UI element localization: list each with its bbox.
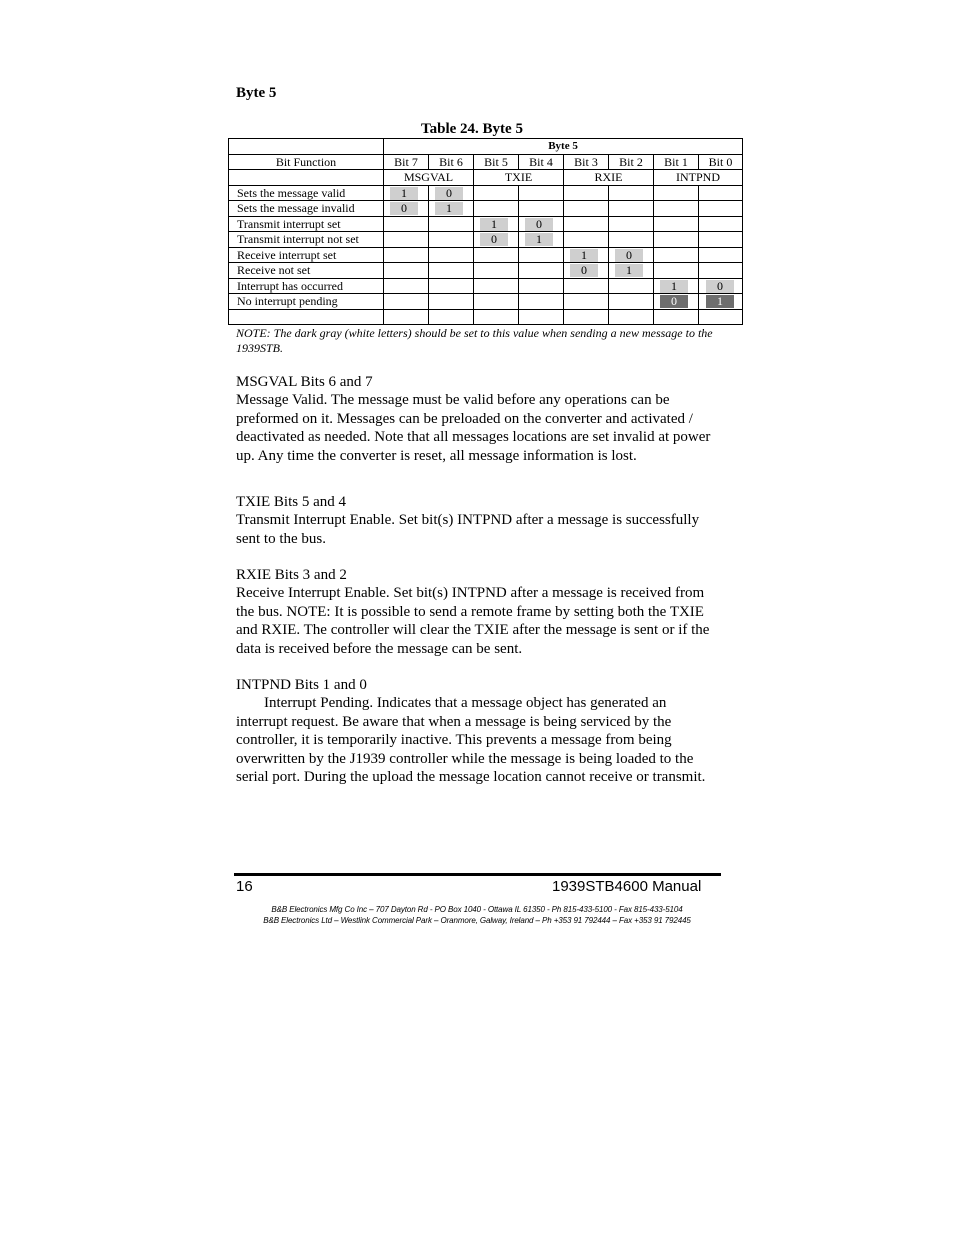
bit-cell: [654, 309, 699, 325]
row-label: Transmit interrupt set: [229, 216, 384, 232]
table-row: [229, 278, 743, 294]
bit-value: 1: [390, 187, 418, 200]
bit-cell: [699, 294, 743, 310]
bit-cell: [384, 216, 429, 232]
page-number: 16: [236, 878, 253, 895]
bit-cell: [384, 232, 429, 248]
byte-group-header: Byte 5: [384, 139, 743, 155]
bit-header-row: [229, 154, 743, 170]
bit-cell: [474, 263, 519, 279]
field-txie: TXIE: [474, 170, 564, 186]
section-body-text: Interrupt Pending. Indicates that a message object has generated an interrupt request. Be aware that when a message is being serviced by the controller, it is temporarily inactive. This prevents a message from being overwritten by the J1939 controller while the message is being loaded to the serial port. During the upload the message location cannot receive or transmit.: [236, 695, 706, 786]
bit-cell: [654, 294, 699, 310]
section-txie: [236, 493, 720, 548]
bit-cell: [384, 201, 429, 217]
section-intpnd: [236, 676, 720, 786]
row-label: Sets the message valid: [229, 185, 384, 201]
bit-cell: [519, 185, 564, 201]
table-row: [229, 294, 743, 310]
bit-cell: [474, 201, 519, 217]
bit-cell: [609, 309, 654, 325]
bit-cell: [384, 309, 429, 325]
bit-cell: [654, 278, 699, 294]
bit-cell: [654, 185, 699, 201]
bit-cell: [474, 216, 519, 232]
bit-cell: [384, 247, 429, 263]
bit-cell: [429, 278, 474, 294]
bit-header: Bit 4: [519, 154, 564, 170]
field-msgval: MSGVAL: [384, 170, 474, 186]
table-caption: Table 24. Byte 5: [421, 121, 523, 137]
bit-value: 1: [706, 295, 734, 308]
table-corner-cell: [229, 139, 384, 155]
bit-cell: [519, 247, 564, 263]
bit-cell: [609, 263, 654, 279]
bit-cell: [564, 201, 609, 217]
bit-header: Bit 5: [474, 154, 519, 170]
manual-title: 1939STB4600 Manual: [552, 878, 702, 895]
table-group-header-row: [229, 139, 743, 155]
section-body: [236, 694, 720, 786]
table-row: [229, 247, 743, 263]
byte5-table: [228, 138, 743, 325]
section-msgval: [236, 373, 720, 465]
bit-cell: [654, 201, 699, 217]
bit-cell: [564, 294, 609, 310]
bit-cell: [384, 185, 429, 201]
row-label: Receive interrupt set: [229, 247, 384, 263]
bit-value: 1: [660, 280, 688, 293]
bit-cell: [654, 263, 699, 279]
bit-value: 1: [615, 264, 643, 277]
bit-cell: [654, 247, 699, 263]
bit-header: Bit 3: [564, 154, 609, 170]
bit-cell: [429, 185, 474, 201]
bit-cell: [609, 294, 654, 310]
bit-cell: [519, 278, 564, 294]
bit-header: Bit 0: [699, 154, 743, 170]
bit-cell: [609, 185, 654, 201]
bit-cell: [384, 294, 429, 310]
bit-cell: [519, 201, 564, 217]
bit-cell: [609, 278, 654, 294]
bit-value: 1: [480, 218, 508, 231]
bit-cell: [609, 232, 654, 248]
bit-cell: [384, 278, 429, 294]
section-body: Transmit Interrupt Enable. Set bit(s) INTPND after a message is successfully sent to the bus.: [236, 512, 700, 547]
bit-cell: [564, 278, 609, 294]
bit-value: 0: [615, 249, 643, 262]
field-name-blank: [229, 170, 384, 186]
bit-cell: [474, 294, 519, 310]
bit-cell: [474, 232, 519, 248]
bit-cell: [609, 216, 654, 232]
field-name-row: [229, 170, 743, 186]
bit-cell: [429, 263, 474, 279]
bit-value: 0: [706, 280, 734, 293]
row-label: Sets the message invalid: [229, 201, 384, 217]
footer-rule: [234, 873, 721, 876]
bit-cell: [609, 201, 654, 217]
bit-value: 1: [570, 249, 598, 262]
section-title: TXIE Bits 5 and 4: [236, 494, 346, 510]
bit-value: 0: [570, 264, 598, 277]
bit-cell: [654, 216, 699, 232]
bit-header: Bit 2: [609, 154, 654, 170]
bit-cell: [609, 247, 654, 263]
table-row: [229, 185, 743, 201]
section-body: Message Valid. The message must be valid before any operations can be preformed on it. Messages can be preloaded on the converter and activated / deactivated as needed. Note that all messages locations are set invalid at power up. Any time the converter is reset, all message information is lost.: [236, 392, 711, 464]
bit-cell: [474, 309, 519, 325]
bit-cell: [519, 263, 564, 279]
footer-address-us: B&B Electronics Mfg Co Inc – 707 Dayton Rd - PO Box 1040 - Ottawa IL 61350 - Ph 815-433-5100 - Fax 815-433-5104: [271, 905, 683, 914]
row-label: No interrupt pending: [229, 294, 384, 310]
table-row: [229, 201, 743, 217]
bit-value: 0: [660, 295, 688, 308]
table-note: NOTE: The dark gray (white letters) should be set to this value when sending a new message to the 1939STB.: [236, 326, 713, 355]
table-row: [229, 232, 743, 248]
bit-value: 1: [525, 233, 553, 246]
section-title: INTPND Bits 1 and 0: [236, 677, 367, 693]
bit-value: 0: [390, 202, 418, 215]
bit-cell: [429, 247, 474, 263]
bit-cell: [429, 201, 474, 217]
bit-cell: [699, 263, 743, 279]
section-title: MSGVAL Bits 6 and 7: [236, 374, 373, 390]
bit-cell: [564, 216, 609, 232]
table-row: [229, 263, 743, 279]
table-row: [229, 309, 743, 325]
bit-cell: [699, 185, 743, 201]
bit-cell: [519, 216, 564, 232]
table-row: [229, 216, 743, 232]
bit-header: Bit 1: [654, 154, 699, 170]
bit-cell: [429, 294, 474, 310]
bit-cell: [699, 278, 743, 294]
field-intpnd: INTPND: [654, 170, 743, 186]
bit-cell: [564, 263, 609, 279]
section-title: RXIE Bits 3 and 2: [236, 567, 347, 583]
bit-cell: [474, 185, 519, 201]
section-body: Receive Interrupt Enable. Set bit(s) INTPND after a message is received from the bus. NOTE: It is possible to send a remote frame by setting both the TXIE and RXIE. The controller will clear the TXIE after the message is sent or if the data is received before the message can be sent.: [236, 585, 710, 657]
bit-cell: [564, 185, 609, 201]
section-rxie: [236, 566, 720, 658]
bit-cell: [429, 232, 474, 248]
bit-cell: [564, 247, 609, 263]
section-heading: Byte 5: [236, 85, 277, 101]
bit-cell: [699, 309, 743, 325]
row-label: Transmit interrupt not set: [229, 232, 384, 248]
bit-cell: [519, 309, 564, 325]
row-label: Interrupt has occurred: [229, 278, 384, 294]
bit-cell: [474, 247, 519, 263]
bit-value: 1: [435, 202, 463, 215]
bit-cell: [654, 232, 699, 248]
bit-cell: [474, 278, 519, 294]
bit-header: Bit 6: [429, 154, 474, 170]
bit-value: 0: [525, 218, 553, 231]
field-rxie: RXIE: [564, 170, 654, 186]
bit-cell: [519, 294, 564, 310]
bit-value: 0: [480, 233, 508, 246]
bit-cell: [564, 309, 609, 325]
bit-cell: [699, 247, 743, 263]
bit-function-header: Bit Function: [229, 154, 384, 170]
bit-cell: [429, 309, 474, 325]
bit-cell: [699, 216, 743, 232]
bit-cell: [384, 263, 429, 279]
row-label: [229, 309, 384, 325]
bit-cell: [519, 232, 564, 248]
bit-header: Bit 7: [384, 154, 429, 170]
bit-value: 0: [435, 187, 463, 200]
bit-cell: [699, 232, 743, 248]
bit-cell: [564, 232, 609, 248]
footer-address-eu: B&B Electronics Ltd – Westlink Commercial Park – Oranmore, Galway, Ireland – Ph +353 91 792444 – Fax +353 91 792445: [263, 916, 691, 925]
row-label: Receive not set: [229, 263, 384, 279]
bit-cell: [429, 216, 474, 232]
bit-cell: [699, 201, 743, 217]
